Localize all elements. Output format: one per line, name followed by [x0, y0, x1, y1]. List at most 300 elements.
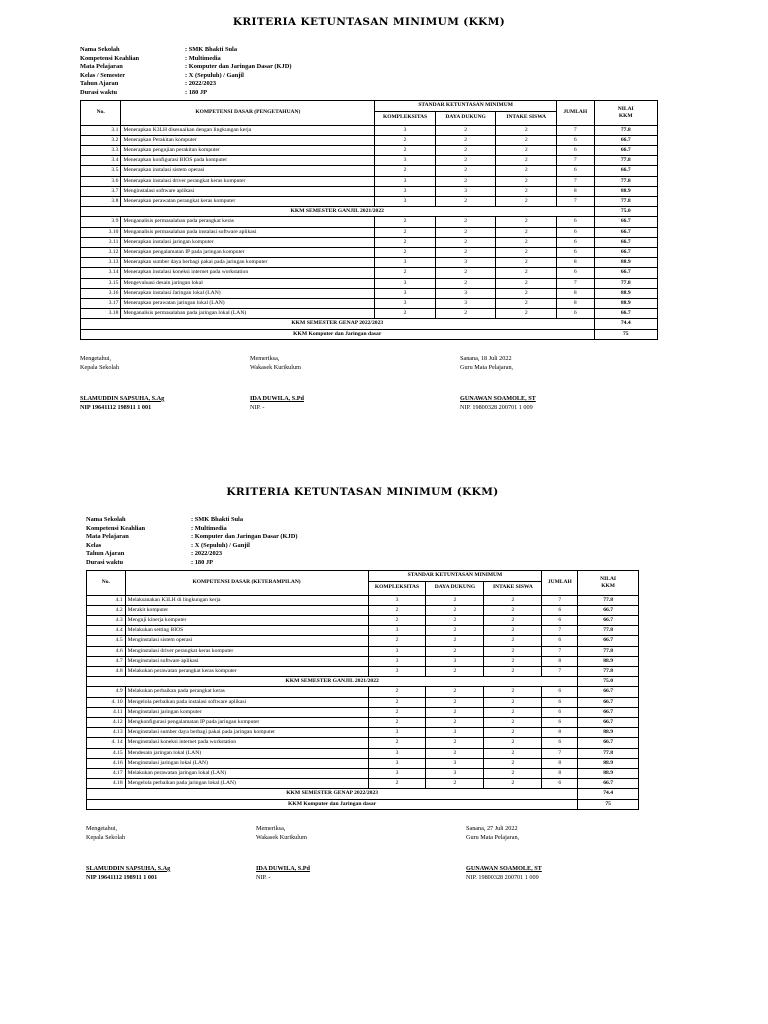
header-kompleksitas: KOMPLEKSITAS	[368, 581, 426, 595]
cell-kompetensi: Melakukan perawatan perangkat keras komputer	[125, 666, 368, 676]
cell-nilai: 66.7	[578, 779, 639, 789]
signature-nip: NIP 19641112 198911 1 001	[86, 873, 158, 881]
info-value: : Komputer dan Jaringan Dasar (KJD)	[185, 63, 292, 71]
cell-kompleksitas: 2	[368, 697, 426, 707]
info-key: Mata Pelajaran	[80, 63, 123, 71]
signature-name: SLAMUDDIN SAPSUHA, S.Ag	[86, 864, 171, 872]
cell-nilai: 66.7	[594, 166, 658, 176]
cell-jumlah: 8	[557, 299, 595, 309]
cell-kompetensi: Menerapkan K3LH disesuaikan dengan lingkungan kerja	[121, 125, 375, 135]
table-row	[87, 758, 639, 768]
signature-caption: Mengetahui,	[80, 354, 112, 362]
table-row	[81, 227, 658, 237]
table-row	[87, 646, 639, 656]
cell-kompleksitas: 2	[375, 227, 436, 237]
cell-kompleksitas: 3	[368, 769, 426, 779]
info-row	[80, 55, 658, 64]
cell-daya-dukung: 2	[435, 309, 496, 319]
cell-jumlah: 6	[542, 718, 578, 728]
table-row	[87, 718, 639, 728]
cell-nilai: 77.8	[594, 156, 658, 166]
cell-intake: 2	[496, 156, 557, 166]
cell-jumlah: 6	[542, 697, 578, 707]
cell-kompleksitas: 3	[368, 595, 426, 605]
info-row	[86, 559, 639, 568]
header-daya: DAYA DUKUNG	[426, 581, 484, 595]
cell-kompleksitas: 3	[375, 278, 436, 288]
kkm-table	[86, 570, 639, 810]
table-row	[87, 656, 639, 666]
cell-kompleksitas: 3	[368, 656, 426, 666]
info-key: Nama Sekolah	[86, 516, 126, 523]
cell-daya-dukung: 2	[426, 738, 484, 748]
info-key: Kompetensi Keahlian	[86, 524, 146, 532]
cell-daya-dukung: 2	[435, 125, 496, 135]
info-value: : Multimedia	[185, 54, 221, 62]
cell-nilai: 88.9	[578, 769, 639, 779]
cell-kompetensi: Menerapkan pengalamatan IP pada jaringan komputer	[121, 248, 375, 258]
cell-nilai: 88.9	[578, 758, 639, 768]
info-value: : 180 JP	[185, 88, 208, 96]
signature-nip: NIP. 19800328 200701 1 009	[466, 873, 539, 881]
info-key: Durasi waktu	[86, 558, 124, 566]
signature-wakasek	[256, 824, 310, 882]
info-key: Kelas	[86, 541, 102, 549]
signature-guru	[460, 354, 536, 412]
cell-nilai: 66.7	[578, 697, 639, 707]
cell-no: 3.4	[81, 156, 121, 166]
cell-kompetensi: Menganalisis permasalahan pada perangkat keras	[121, 217, 375, 227]
header-intake: INTAKE SISWA	[484, 581, 542, 595]
header-jumlah: JUMLAH	[557, 100, 595, 125]
cell-intake: 2	[496, 309, 557, 319]
cell-intake: 2	[496, 217, 557, 227]
info-row	[80, 63, 658, 72]
cell-kompleksitas: 3	[375, 258, 436, 268]
cell-no: 4.13	[87, 728, 126, 738]
cell-no: 3.6	[81, 176, 121, 186]
cell-nilai: 66.7	[578, 605, 639, 615]
kkm-ganjil-row	[87, 677, 639, 687]
cell-jumlah: 8	[557, 288, 595, 298]
cell-nilai: 77.8	[594, 278, 658, 288]
cell-intake: 2	[484, 615, 542, 625]
document-title: KRITERIA KETUNTASAN MINIMUM (KKM)	[232, 16, 506, 28]
signature-role: Wakasek Kurikulum	[250, 363, 301, 371]
cell-daya-dukung: 2	[435, 248, 496, 258]
cell-no: 3.9	[81, 217, 121, 227]
header-kompleksitas: KOMPLEKSITAS	[375, 111, 436, 125]
cell-intake: 2	[496, 278, 557, 288]
info-row	[80, 89, 658, 98]
cell-daya-dukung: 2	[435, 268, 496, 278]
table-row	[87, 605, 639, 615]
cell-daya-dukung: 2	[426, 626, 484, 636]
kkm-table	[80, 100, 658, 340]
header-no: No.	[81, 100, 121, 125]
cell-kompleksitas: 3	[375, 176, 436, 186]
cell-no: 4.6	[87, 646, 126, 656]
signature-caption: Sanana, 18 Juli 2022	[460, 354, 512, 362]
cell-no: 3.8	[81, 196, 121, 206]
kkm-genap-row	[81, 319, 658, 329]
cell-kompetensi: Menginstalasi jaringan lokal (LAN)	[125, 758, 368, 768]
signature-name: SLAMUDDIN SAPSUHA, S.Ag	[80, 394, 165, 402]
cell-jumlah: 8	[542, 769, 578, 779]
kkm-total-row-value: 75	[578, 799, 639, 809]
cell-kompetensi: Menerapkan pengujian perakitan komputer	[121, 145, 375, 155]
cell-no: 3.12	[81, 248, 121, 258]
header-nilai-kkm	[578, 570, 639, 595]
cell-daya-dukung: 3	[435, 288, 496, 298]
cell-jumlah: 7	[557, 176, 595, 186]
cell-nilai: 77.8	[578, 666, 639, 676]
table-row	[87, 636, 639, 646]
cell-intake: 2	[484, 707, 542, 717]
info-key: Durasi waktu	[80, 88, 118, 96]
cell-no: 3.1	[81, 125, 121, 135]
cell-intake: 2	[484, 779, 542, 789]
signature-name: IDA DUWILA, S.Pd	[256, 864, 310, 872]
cell-kompleksitas: 2	[368, 687, 426, 697]
table-row	[87, 626, 639, 636]
cell-nilai: 88.9	[578, 656, 639, 666]
cell-no: 4.9	[87, 687, 126, 697]
cell-daya-dukung: 2	[435, 196, 496, 206]
cell-intake: 2	[484, 769, 542, 779]
signature-caption: Mengetahui,	[86, 824, 118, 832]
cell-nilai: 66.7	[594, 248, 658, 258]
cell-daya-dukung: 3	[426, 656, 484, 666]
cell-intake: 2	[484, 738, 542, 748]
signature-role: Kepala Sekolah	[86, 833, 126, 841]
table-row	[81, 196, 658, 206]
cell-kompleksitas: 3	[375, 156, 436, 166]
info-value: : Komputer dan Jaringan Dasar (KJD)	[191, 533, 298, 541]
cell-no: 3.5	[81, 166, 121, 176]
cell-kompetensi: Melakukan perbaikan pada perangkat keras	[125, 687, 368, 697]
cell-jumlah: 6	[542, 687, 578, 697]
cell-kompleksitas: 2	[368, 738, 426, 748]
cell-kompleksitas: 2	[368, 615, 426, 625]
cell-kompleksitas: 2	[368, 605, 426, 615]
cell-nilai: 66.7	[594, 309, 658, 319]
cell-kompetensi: Menerapkan perawatan perangkat keras komputer	[121, 196, 375, 206]
cell-no: 4.7	[87, 656, 126, 666]
cell-kompleksitas: 2	[375, 145, 436, 155]
table-row	[81, 278, 658, 288]
cell-jumlah: 6	[542, 779, 578, 789]
header-kkm: KKM	[601, 582, 615, 589]
signature-caption: Memeriksa,	[250, 354, 280, 362]
cell-intake: 2	[496, 166, 557, 176]
cell-jumlah: 8	[557, 258, 595, 268]
cell-daya-dukung: 2	[426, 718, 484, 728]
cell-no: 4.12	[87, 718, 126, 728]
table-row	[81, 237, 658, 247]
cell-nilai: 88.9	[578, 728, 639, 738]
cell-no: 3.14	[81, 268, 121, 278]
cell-nilai: 77.8	[578, 748, 639, 758]
kkm-total-row-label: KKM Komputer dan Jaringan dasar	[87, 799, 578, 809]
cell-daya-dukung: 2	[426, 595, 484, 605]
table-row	[87, 595, 639, 605]
cell-jumlah: 6	[557, 217, 595, 227]
cell-intake: 2	[496, 227, 557, 237]
cell-nilai: 77.8	[578, 626, 639, 636]
cell-kompleksitas: 3	[368, 728, 426, 738]
cell-kompleksitas: 2	[368, 779, 426, 789]
cell-daya-dukung: 2	[426, 697, 484, 707]
signature-role: Kepala Sekolah	[80, 363, 120, 371]
cell-intake: 2	[484, 636, 542, 646]
info-key: Nama Sekolah	[80, 46, 120, 53]
cell-jumlah: 7	[557, 196, 595, 206]
cell-kompetensi: Menerapkan instalasi Jaringan lokal (LAN)	[121, 288, 375, 298]
document-title: KRITERIA KETUNTASAN MINIMUM (KKM)	[226, 486, 499, 498]
signature-nip: NIP. -	[256, 873, 271, 881]
table-row	[81, 156, 658, 166]
cell-jumlah: 6	[557, 227, 595, 237]
cell-jumlah: 7	[542, 626, 578, 636]
cell-nilai: 77.8	[578, 646, 639, 656]
table-row	[81, 145, 658, 155]
cell-intake: 2	[496, 125, 557, 135]
table-row	[87, 707, 639, 717]
cell-kompleksitas: 2	[368, 718, 426, 728]
info-row	[86, 516, 639, 525]
cell-kompetensi: Mengelola perbaikan pada instalasi software aplikasi	[125, 697, 368, 707]
info-value: : X (Sepuluh) / Ganjil	[191, 541, 250, 549]
table-row	[81, 268, 658, 278]
school-info	[80, 46, 658, 98]
cell-jumlah: 7	[557, 156, 595, 166]
cell-nilai: 66.7	[578, 738, 639, 748]
cell-intake: 2	[484, 605, 542, 615]
info-value: : Multimedia	[191, 524, 227, 532]
cell-no: 4.3	[87, 615, 126, 625]
cell-kompetensi: Menginstalasi software aplikasi	[125, 656, 368, 666]
cell-daya-dukung: 2	[435, 217, 496, 227]
header-nilai-kkm	[594, 100, 658, 125]
kkm-genap-row-value: 74.4	[578, 789, 639, 799]
cell-kompetensi: Menguji kinerja komputer	[125, 615, 368, 625]
signature-block	[80, 354, 658, 414]
cell-no: 3.18	[81, 309, 121, 319]
table-row	[87, 748, 639, 758]
cell-jumlah: 6	[542, 738, 578, 748]
cell-jumlah: 8	[542, 728, 578, 738]
signature-nip: NIP 19641112 198911 1 001	[80, 403, 152, 411]
cell-nilai: 66.7	[578, 636, 639, 646]
table-row	[81, 125, 658, 135]
table-row	[87, 779, 639, 789]
cell-kompetensi: Menginstalasi driver perangkat keras komputer	[125, 646, 368, 656]
cell-intake: 2	[496, 268, 557, 278]
header-jumlah: JUMLAH	[542, 570, 578, 595]
cell-nilai: 88.9	[594, 299, 658, 309]
cell-daya-dukung: 2	[435, 176, 496, 186]
signature-role: Guru Mata Pelajaran,	[460, 363, 514, 371]
info-key: Tahun Ajaran	[86, 550, 125, 558]
cell-kompetensi: Menginstalasi software aplikasi	[121, 186, 375, 196]
info-key: Tahun Ajaran	[80, 80, 119, 88]
header-nilai: NILAI	[600, 575, 617, 582]
info-value: : SMK Bhakti Sula	[185, 46, 238, 53]
cell-daya-dukung: 3	[426, 758, 484, 768]
signature-nip: NIP. -	[250, 403, 265, 411]
kkm-genap-row-value: 74.4	[594, 319, 658, 329]
cell-intake: 2	[484, 626, 542, 636]
table-row	[81, 288, 658, 298]
cell-intake: 2	[484, 595, 542, 605]
table-row	[81, 186, 658, 196]
cell-daya-dukung: 2	[426, 646, 484, 656]
kkm-ganjil-row	[81, 207, 658, 217]
table-row	[87, 687, 639, 697]
cell-daya-dukung: 3	[435, 258, 496, 268]
table-row	[87, 615, 639, 625]
cell-nilai: 66.7	[594, 237, 658, 247]
signature-role: Guru Mata Pelajaran,	[466, 833, 520, 841]
cell-nilai: 66.7	[578, 687, 639, 697]
cell-daya-dukung: 2	[426, 748, 484, 758]
cell-jumlah: 6	[557, 237, 595, 247]
table-row	[81, 248, 658, 258]
cell-intake: 2	[496, 258, 557, 268]
cell-nilai: 77.8	[578, 595, 639, 605]
cell-intake: 2	[484, 656, 542, 666]
cell-daya-dukung: 3	[426, 728, 484, 738]
cell-kompetensi: Menerapkan instalasi jaringan komputer	[121, 237, 375, 247]
cell-no: 3.2	[81, 135, 121, 145]
cell-kompetensi: Menerapkan instalasi sistem operasi	[121, 166, 375, 176]
header-kompetensi-dasar: KOMPETENSI DASAR (PENGETAHUAN)	[121, 100, 375, 125]
kkm-total-row	[81, 329, 658, 339]
cell-daya-dukung: 2	[426, 687, 484, 697]
cell-jumlah: 7	[542, 646, 578, 656]
cell-daya-dukung: 2	[435, 237, 496, 247]
kkm-genap-row	[87, 789, 639, 799]
cell-no: 4.5	[87, 636, 126, 646]
cell-kompleksitas: 3	[368, 748, 426, 758]
cell-daya-dukung: 2	[426, 666, 484, 676]
cell-intake: 2	[496, 145, 557, 155]
cell-kompetensi: Melakukan setting BIOS	[125, 626, 368, 636]
cell-nilai: 88.9	[594, 186, 658, 196]
cell-no: 4.17	[87, 769, 126, 779]
signature-guru	[466, 824, 542, 882]
table-row	[81, 217, 658, 227]
cell-nilai: 66.7	[578, 615, 639, 625]
cell-no: 4.4	[87, 626, 126, 636]
cell-intake: 2	[484, 718, 542, 728]
info-row	[86, 550, 639, 559]
info-key: Mata Pelajaran	[86, 533, 129, 541]
cell-intake: 2	[496, 288, 557, 298]
cell-daya-dukung: 2	[435, 156, 496, 166]
cell-jumlah: 8	[557, 186, 595, 196]
cell-kompetensi: Menginstalasi sumber daya berbagi pakai pada jaringan komputer	[125, 728, 368, 738]
cell-intake: 2	[484, 646, 542, 656]
info-key: Kompetensi Keahlian	[80, 54, 140, 62]
signature-role: Wakasek Kurikulum	[256, 833, 307, 841]
table-row	[87, 728, 639, 738]
cell-kompleksitas: 2	[368, 636, 426, 646]
cell-kompetensi: Melakukan perawatan jaringan lokal (LAN)	[125, 769, 368, 779]
cell-kompleksitas: 3	[368, 666, 426, 676]
cell-intake: 2	[484, 728, 542, 738]
table-row	[81, 258, 658, 268]
cell-daya-dukung: 3	[426, 769, 484, 779]
cell-kompetensi: Menerapkan instalasi koneksi internet pada workstation	[121, 268, 375, 278]
cell-nilai: 66.7	[578, 707, 639, 717]
cell-nilai: 88.9	[594, 258, 658, 268]
cell-daya-dukung: 2	[435, 278, 496, 288]
cell-kompetensi: Menerapkan instalasi driver perangkat keras komputer	[121, 176, 375, 186]
cell-no: 4.1	[87, 595, 126, 605]
cell-kompleksitas: 2	[375, 217, 436, 227]
cell-kompleksitas: 3	[375, 125, 436, 135]
info-row	[86, 525, 639, 534]
header-standar: STANDAR KETUNTASAN MINIMUM	[375, 100, 557, 111]
cell-jumlah: 7	[557, 125, 595, 135]
kkm-genap-row-label: KKM SEMESTER GENAP 2022/2023	[81, 319, 595, 329]
cell-kompleksitas: 2	[375, 166, 436, 176]
cell-jumlah: 7	[542, 595, 578, 605]
cell-daya-dukung: 2	[426, 636, 484, 646]
cell-jumlah: 7	[542, 666, 578, 676]
info-value: : 2022/2023	[191, 550, 223, 558]
cell-intake: 2	[484, 748, 542, 758]
cell-intake: 2	[496, 196, 557, 206]
signature-caption: Sanana, 27 Juli 2022	[466, 824, 518, 832]
signature-nip: NIP. 19800328 200701 1 009	[460, 403, 533, 411]
cell-jumlah: 6	[557, 135, 595, 145]
cell-kompetensi: Menganalisis permasalahan pada jaringan lokal (LAN)	[121, 309, 375, 319]
cell-jumlah: 6	[557, 309, 595, 319]
info-key: Kelas / Semester	[80, 71, 126, 79]
cell-kompetensi: Merakit komputer	[125, 605, 368, 615]
info-row	[86, 533, 639, 542]
cell-nilai: 66.7	[578, 718, 639, 728]
cell-jumlah: 6	[542, 707, 578, 717]
header-kkm: KKM	[618, 112, 633, 119]
table-row	[87, 738, 639, 748]
signature-kepala-sekolah	[80, 354, 164, 412]
kkm-ganjil-row-value: 75.0	[594, 207, 658, 217]
cell-no: 4. 10	[87, 697, 126, 707]
cell-kompetensi: Menganalisis permasalahan pada instalasi software aplikasi	[121, 227, 375, 237]
header-intake: INTAKE SISWA	[496, 111, 557, 125]
cell-kompleksitas: 3	[375, 186, 436, 196]
cell-intake: 2	[496, 248, 557, 258]
cell-kompleksitas: 3	[368, 758, 426, 768]
cell-daya-dukung: 2	[426, 605, 484, 615]
cell-kompetensi: Menginstalasi koneksi internet pada workstation	[125, 738, 368, 748]
signature-name: IDA DUWILA, S.Pd	[250, 394, 304, 402]
cell-daya-dukung: 3	[435, 186, 496, 196]
cell-kompleksitas: 3	[375, 196, 436, 206]
cell-no: 3.15	[81, 278, 121, 288]
header-no: No.	[87, 570, 126, 595]
cell-daya-dukung: 2	[435, 166, 496, 176]
header-daya: DAYA DUKUNG	[435, 111, 496, 125]
cell-nilai: 66.7	[594, 227, 658, 237]
cell-no: 4. 14	[87, 738, 126, 748]
signature-kepala-sekolah	[86, 824, 170, 882]
cell-kompetensi: Mengevaluasi desain jaringan lokal	[121, 278, 375, 288]
